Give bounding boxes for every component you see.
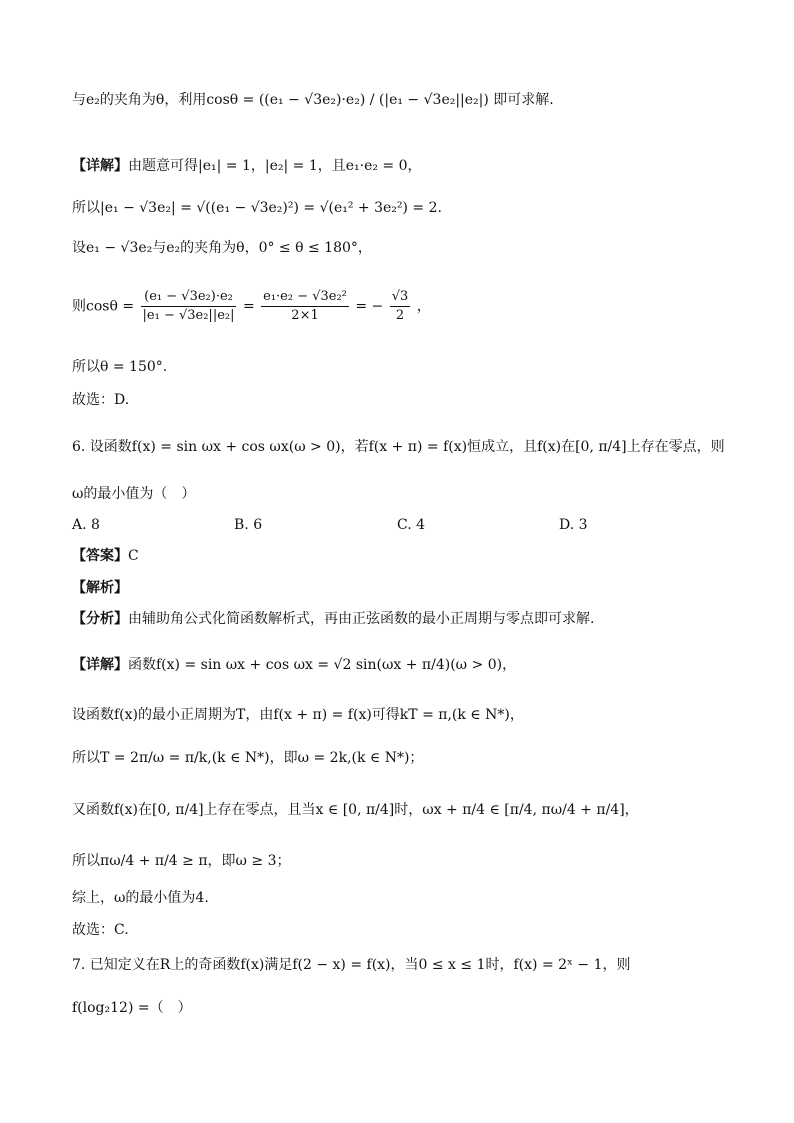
fraction-1 bbox=[141, 288, 237, 325]
question-6-text: 6. 设函数f(x) = sin ωx + cos ωx(ω > 0)，若f(x + π) = f(x)恒成立，且f(x)在[0, π/4]上存在零点，则 bbox=[72, 439, 725, 455]
detail-line-1 bbox=[72, 156, 422, 176]
fraction-1-denominator: |e₁ − √3e₂||e₂| bbox=[142, 308, 235, 323]
step-3-text: 又函数f(x)在[0, π/4]上存在零点，且当x ∈ [0, π/4]时，ωx + π/4 ∈ [π/4, πω/4 + π/4]， bbox=[72, 802, 639, 818]
hint-text: 与e₂的夹角为θ，利用cosθ = ((e₁ − √3e₂)·e₂) / (|e₁ − √3e₂||e₂|) 即可求解. bbox=[72, 92, 554, 108]
theta-result: 所以θ = 150°. bbox=[72, 359, 168, 375]
comma: ， bbox=[416, 298, 431, 315]
xiangjie-line bbox=[72, 655, 516, 675]
choice-d: D. 3 bbox=[559, 517, 588, 533]
answer-label: 【答案】 bbox=[72, 548, 128, 564]
angle-setup-text: 设e₁ − √3e₂与e₂的夹角为θ，0° ≤ θ ≤ 180°， bbox=[72, 240, 372, 256]
step-4 bbox=[72, 851, 290, 871]
question-7-text: 7. 已知定义在R上的奇函数f(x)满足f(2 − x) = f(x)，当0 ≤ x ≤ 1时，f(x) = 2ˣ − 1，则 bbox=[72, 957, 631, 973]
analysis-label: 【解析】 bbox=[72, 580, 128, 596]
detail-line-3 bbox=[72, 238, 372, 258]
detail-line-5 bbox=[72, 357, 167, 377]
xiangjie-label: 【详解】 bbox=[72, 657, 128, 673]
choice-a: A. 8 bbox=[72, 517, 100, 533]
step-3 bbox=[72, 800, 639, 820]
step-5 bbox=[72, 888, 209, 908]
step-6 bbox=[72, 920, 129, 940]
step-4-text: 所以πω/4 + π/4 ≥ π，即ω ≥ 3； bbox=[72, 853, 291, 869]
choose-d: 故选：D. bbox=[72, 392, 130, 408]
fraction-3 bbox=[390, 288, 411, 325]
question-6-prompt: ω的最小值为（ ） bbox=[72, 486, 196, 502]
analysis-heading bbox=[72, 578, 128, 598]
step-5-text: 综上，ω的最小值为4. bbox=[72, 890, 209, 906]
question-7-line-2 bbox=[72, 998, 192, 1018]
fraction-2 bbox=[261, 288, 349, 325]
fenxi-line bbox=[72, 609, 594, 629]
answer-line bbox=[72, 546, 139, 566]
detail-label: 【详解】 bbox=[72, 158, 128, 174]
step-2-text: 所以T = 2π/ω = π/k,(k ∈ N*)，即ω = 2k,(k ∈ N*)； bbox=[72, 750, 424, 766]
norm-calc-text: 所以|e₁ − √3e₂| = √((e₁ − √3e₂)²) = √(e₁² + 3e₂²) = 2. bbox=[72, 200, 442, 216]
step-2 bbox=[72, 748, 423, 768]
step-6-text: 故选：C. bbox=[72, 922, 129, 938]
solution-hint-line bbox=[72, 90, 554, 110]
fraction-1-numerator: (e₁ − √3e₂)·e₂ bbox=[141, 288, 237, 307]
choice-b: B. 6 bbox=[234, 517, 263, 533]
fraction-2-numerator: e₁·e₂ − √3e₂² bbox=[261, 288, 349, 307]
fenxi-text: 由辅助角公式化简函数解析式，再由正弦函数的最小正周期与零点即可求解. bbox=[128, 611, 595, 627]
detail-line-4-cos bbox=[72, 288, 431, 325]
question-6-line-2 bbox=[72, 484, 195, 504]
choice-c: C. 4 bbox=[397, 517, 426, 533]
question-7-line-1 bbox=[72, 955, 631, 975]
xiangjie-text: 函数f(x) = sin ωx + cos ωx = √2 sin(ωx + π/4)(ω > 0)， bbox=[128, 657, 517, 673]
detail-line-2 bbox=[72, 198, 442, 218]
equals-minus: = − bbox=[355, 298, 384, 315]
fenxi-label: 【分析】 bbox=[72, 611, 128, 627]
fraction-3-numerator: √3 bbox=[390, 288, 411, 307]
step-1 bbox=[72, 705, 524, 725]
detail-text: 由题意可得|e₁| = 1，|e₂| = 1，且e₁·e₂ = 0， bbox=[128, 158, 422, 174]
step-1-text: 设函数f(x)的最小正周期为T，由f(x + π) = f(x)可得kT = π,(k ∈ N*)， bbox=[72, 707, 524, 723]
fraction-3-denominator: 2 bbox=[395, 308, 405, 323]
equals-sign: = bbox=[242, 298, 255, 315]
question-6-line-1 bbox=[72, 437, 725, 457]
fraction-2-denominator: 2×1 bbox=[291, 308, 319, 323]
question-7-prompt: f(log₂12) =（ ） bbox=[72, 1000, 192, 1016]
cos-prefix: 则cosθ = bbox=[72, 298, 135, 315]
answer-value: C bbox=[128, 548, 139, 564]
detail-line-6 bbox=[72, 390, 129, 410]
